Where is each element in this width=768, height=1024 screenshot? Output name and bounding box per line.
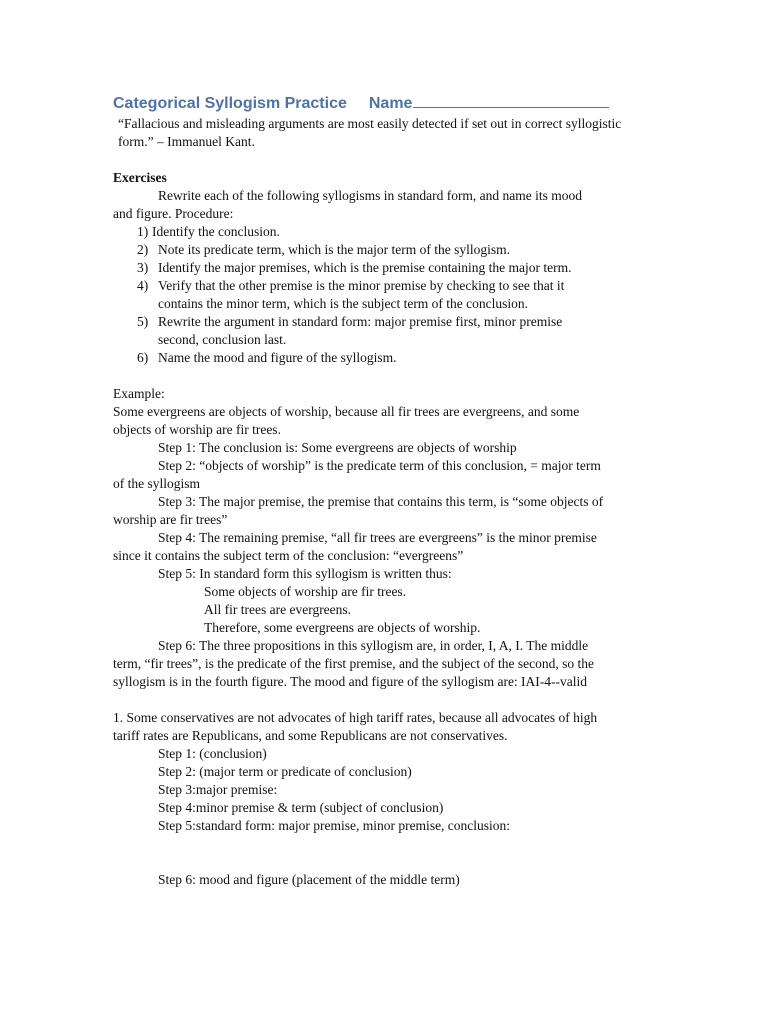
problem-1-step-3: Step 3:major premise: (158, 782, 278, 797)
example-step-6-line-1: Step 6: The three propositions in this syllogism are, in order, I, A, I. The middle (158, 638, 589, 653)
standard-form-major-premise: Some objects of worship are fir trees. (204, 584, 407, 599)
step-text-line-2: second, conclusion last. (158, 332, 287, 347)
step-text: Identify the conclusion. (152, 224, 280, 239)
example-step-4-line-1: Step 4: The remaining premise, “all fir trees are evergreens” is the minor premise (158, 530, 597, 545)
example-step-1: Step 1: The conclusion is: Some evergreens are objects of worship (158, 440, 517, 455)
procedure-step-2 (137, 241, 657, 259)
problem-1-step-5: Step 5:standard form: major premise, minor premise, conclusion: (158, 818, 511, 833)
problem-1-step-4: Step 4:minor premise & term (subject of conclusion) (158, 800, 444, 815)
problem-1-step-6: Step 6: mood and figure (placement of the middle term) (158, 872, 460, 887)
procedure-step-5 (137, 313, 657, 349)
step-text: Identify the major premises, which is the premise containing the major term. (158, 260, 572, 275)
example-step-6-line-2: term, “fir trees”, is the predicate of the first premise, and the subject of the second, so the (113, 656, 594, 671)
example-step-3-line-2: worship are fir trees” (113, 512, 228, 527)
name-label: Name (368, 95, 413, 112)
procedure-step-1 (137, 223, 657, 241)
step-number: 5) (137, 314, 149, 329)
step-text-line-1: Rewrite the argument in standard form: major premise first, minor premise (158, 314, 563, 329)
step-number: 1) (137, 224, 149, 239)
problem-1-step-1: Step 1: (conclusion) (158, 746, 267, 761)
problem-1-line-1: 1. Some conservatives are not advocates of high tariff rates, because all advocates of high (113, 710, 598, 725)
step-number: 3) (137, 260, 149, 275)
standard-form-minor-premise: All fir trees are evergreens. (204, 602, 352, 617)
step-number: 4) (137, 278, 149, 293)
exercises-intro-line-1: Rewrite each of the following syllogisms in standard form, and name its mood (158, 188, 583, 203)
example-argument-line-2: objects of worship are fir trees. (113, 422, 281, 437)
standard-form-conclusion: Therefore, some evergreens are objects of worship. (204, 620, 481, 635)
step-text-line-1: Verify that the other premise is the minor premise by checking to see that it (158, 278, 565, 293)
example-step-5: Step 5: In standard form this syllogism is written thus: (158, 566, 452, 581)
procedure-step-6 (137, 349, 657, 367)
step-text: Note its predicate term, which is the major term of the syllogism. (158, 242, 511, 257)
name-blank-line (413, 93, 609, 108)
example-step-6-line-3: syllogism is in the fourth figure. The mood and figure of the syllogism are: IAI-4--valid (113, 674, 588, 689)
step-number: 2) (137, 242, 149, 257)
exercises-heading: Exercises (113, 170, 167, 185)
procedure-step-3 (137, 259, 657, 277)
problem-1-step-2: Step 2: (major term or predicate of conclusion) (158, 764, 412, 779)
page-title: Categorical Syllogism Practice (113, 95, 347, 112)
example-step-2-line-2: of the syllogism (113, 476, 200, 491)
problem-1-line-2: tariff rates are Republicans, and some Republicans are not conservatives. (113, 728, 508, 743)
kant-quote: “Fallacious and misleading arguments are most easily detected if set out in correct syllogistic form.” – Immanuel Kant. (118, 116, 622, 149)
example-step-3-line-1: Step 3: The major premise, the premise that contains this term, is “some objects of (158, 494, 604, 509)
step-number: 6) (137, 350, 149, 365)
step-text: Name the mood and figure of the syllogism. (158, 350, 397, 365)
example-label: Example: (113, 386, 165, 401)
example-argument-line-1: Some evergreens are objects of worship, because all fir trees are evergreens, and some (113, 404, 580, 419)
title-row (113, 93, 609, 113)
example-step-4-line-2: since it contains the subject term of the conclusion: “evergreens” (113, 548, 464, 563)
step-text-line-2: contains the minor term, which is the subject term of the conclusion. (158, 296, 529, 311)
procedure-step-4 (137, 277, 657, 313)
example-step-2-line-1: Step 2: “objects of worship” is the predicate term of this conclusion, = major term (158, 458, 601, 473)
exercises-intro-line-2: and figure. Procedure: (113, 206, 234, 221)
